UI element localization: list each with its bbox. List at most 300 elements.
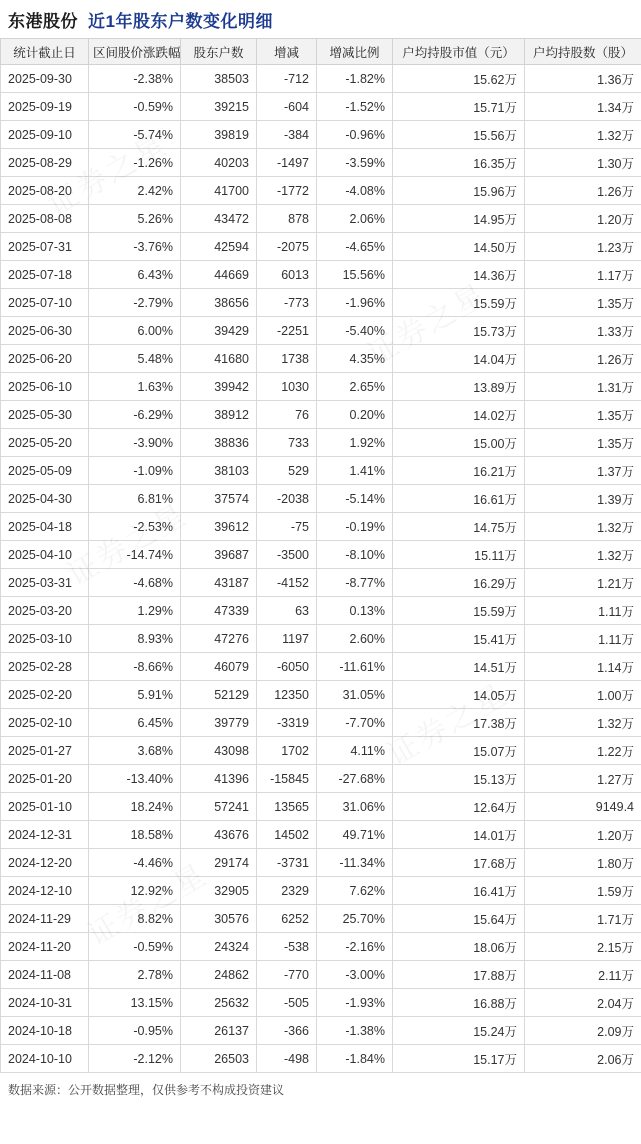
cell-delta-ratio: -7.70% xyxy=(317,709,393,737)
cell-avg-value: 15.62万 xyxy=(393,65,525,93)
table-row xyxy=(1,597,641,625)
cell-holder-count: 52129 xyxy=(181,681,257,709)
table-row xyxy=(1,121,641,149)
cell-avg-value: 14.02万 xyxy=(393,401,525,429)
cell-price-change: 18.24% xyxy=(89,793,181,821)
source-note: 数据来源：公开数据整理，仅供参考不构成投资建议 xyxy=(8,1083,285,1097)
cell-holder-count: 24324 xyxy=(181,933,257,961)
table-row xyxy=(1,289,641,317)
cell-holder-count: 46079 xyxy=(181,653,257,681)
cell-avg-value: 14.04万 xyxy=(393,345,525,373)
cell-date: 2025-07-31 xyxy=(1,233,89,261)
cell-date: 2025-08-20 xyxy=(1,177,89,205)
cell-delta-ratio: 2.60% xyxy=(317,625,393,653)
cell-avg-value: 14.51万 xyxy=(393,653,525,681)
cell-avg-value: 15.24万 xyxy=(393,1017,525,1045)
cell-avg-value: 15.56万 xyxy=(393,121,525,149)
cell-date: 2025-04-10 xyxy=(1,541,89,569)
cell-date: 2025-08-08 xyxy=(1,205,89,233)
cell-delta: 1702 xyxy=(257,737,317,765)
cell-holder-count: 39215 xyxy=(181,93,257,121)
cell-avg-shares: 1.71万 xyxy=(525,905,641,933)
cell-delta-ratio: 31.06% xyxy=(317,793,393,821)
cell-avg-value: 17.88万 xyxy=(393,961,525,989)
cell-delta-ratio: 1.41% xyxy=(317,457,393,485)
table-row xyxy=(1,625,641,653)
table-row xyxy=(1,849,641,877)
cell-avg-shares: 1.26万 xyxy=(525,345,641,373)
cell-date: 2025-06-20 xyxy=(1,345,89,373)
cell-avg-shares: 1.00万 xyxy=(525,681,641,709)
cell-delta-ratio: -4.65% xyxy=(317,233,393,261)
cell-delta: -1497 xyxy=(257,149,317,177)
cell-delta: -366 xyxy=(257,1017,317,1045)
cell-date: 2025-09-10 xyxy=(1,121,89,149)
table-row xyxy=(1,709,641,737)
cell-date: 2025-07-18 xyxy=(1,261,89,289)
cell-date: 2024-11-29 xyxy=(1,905,89,933)
column-header-price-change: 区间股价涨跌幅 xyxy=(89,39,181,65)
cell-delta-ratio: 2.06% xyxy=(317,205,393,233)
cell-delta: 76 xyxy=(257,401,317,429)
cell-avg-shares: 1.26万 xyxy=(525,177,641,205)
cell-avg-shares: 1.27万 xyxy=(525,765,641,793)
cell-avg-value: 15.73万 xyxy=(393,317,525,345)
cell-holder-count: 38503 xyxy=(181,65,257,93)
cell-delta: 1030 xyxy=(257,373,317,401)
table-row xyxy=(1,793,641,821)
cell-delta: 878 xyxy=(257,205,317,233)
cell-avg-value: 17.68万 xyxy=(393,849,525,877)
table-row xyxy=(1,149,641,177)
cell-holder-count: 43472 xyxy=(181,205,257,233)
cell-avg-shares: 1.34万 xyxy=(525,93,641,121)
cell-avg-shares: 1.11万 xyxy=(525,597,641,625)
cell-avg-value: 12.64万 xyxy=(393,793,525,821)
cell-price-change: -0.59% xyxy=(89,933,181,961)
cell-delta: -604 xyxy=(257,93,317,121)
cell-date: 2024-10-31 xyxy=(1,989,89,1017)
cell-avg-shares: 1.20万 xyxy=(525,205,641,233)
cell-date: 2025-01-20 xyxy=(1,765,89,793)
cell-date: 2024-12-20 xyxy=(1,849,89,877)
cell-avg-shares: 9149.4 xyxy=(525,793,641,821)
cell-price-change: 2.42% xyxy=(89,177,181,205)
cell-price-change: 6.43% xyxy=(89,261,181,289)
cell-avg-value: 15.41万 xyxy=(393,625,525,653)
cell-date: 2025-05-20 xyxy=(1,429,89,457)
cell-holder-count: 38836 xyxy=(181,429,257,457)
cell-avg-value: 15.59万 xyxy=(393,289,525,317)
cell-price-change: -4.68% xyxy=(89,569,181,597)
cell-holder-count: 41396 xyxy=(181,765,257,793)
cell-delta: 63 xyxy=(257,597,317,625)
cell-avg-shares: 1.30万 xyxy=(525,149,641,177)
cell-delta-ratio: -1.52% xyxy=(317,93,393,121)
cell-price-change: 18.58% xyxy=(89,821,181,849)
cell-delta-ratio: 4.11% xyxy=(317,737,393,765)
cell-delta: -2075 xyxy=(257,233,317,261)
cell-delta: -773 xyxy=(257,289,317,317)
cell-price-change: 6.45% xyxy=(89,709,181,737)
cell-price-change: 12.92% xyxy=(89,877,181,905)
cell-avg-shares: 1.14万 xyxy=(525,653,641,681)
cell-delta: 14502 xyxy=(257,821,317,849)
cell-holder-count: 44669 xyxy=(181,261,257,289)
cell-avg-shares: 1.23万 xyxy=(525,233,641,261)
cell-price-change: 2.78% xyxy=(89,961,181,989)
cell-holder-count: 24862 xyxy=(181,961,257,989)
cell-date: 2025-03-10 xyxy=(1,625,89,653)
cell-delta: 733 xyxy=(257,429,317,457)
cell-delta: -505 xyxy=(257,989,317,1017)
cell-holder-count: 39429 xyxy=(181,317,257,345)
cell-date: 2025-02-20 xyxy=(1,681,89,709)
cell-avg-value: 18.06万 xyxy=(393,933,525,961)
cell-delta-ratio: -8.10% xyxy=(317,541,393,569)
cell-delta: -498 xyxy=(257,1045,317,1073)
cell-price-change: -2.12% xyxy=(89,1045,181,1073)
cell-delta-ratio: 7.62% xyxy=(317,877,393,905)
cell-delta-ratio: -0.96% xyxy=(317,121,393,149)
table-row xyxy=(1,345,641,373)
cell-avg-shares: 1.39万 xyxy=(525,485,641,513)
cell-date: 2025-04-18 xyxy=(1,513,89,541)
page-title: 近1年股东户数变化明细 xyxy=(88,12,273,31)
table-header-row xyxy=(1,39,641,65)
cell-delta: -770 xyxy=(257,961,317,989)
cell-holder-count: 26503 xyxy=(181,1045,257,1073)
table-row xyxy=(1,401,641,429)
cell-holder-count: 47276 xyxy=(181,625,257,653)
cell-avg-value: 15.64万 xyxy=(393,905,525,933)
cell-date: 2024-10-18 xyxy=(1,1017,89,1045)
cell-holder-count: 47339 xyxy=(181,597,257,625)
table-row xyxy=(1,961,641,989)
cell-price-change: 5.91% xyxy=(89,681,181,709)
table-row xyxy=(1,681,641,709)
cell-date: 2025-03-31 xyxy=(1,569,89,597)
cell-avg-value: 16.35万 xyxy=(393,149,525,177)
cell-avg-shares: 1.33万 xyxy=(525,317,641,345)
cell-delta-ratio: 1.92% xyxy=(317,429,393,457)
table-row xyxy=(1,737,641,765)
stock-name: 东港股份 xyxy=(8,12,78,31)
cell-delta-ratio: -0.19% xyxy=(317,513,393,541)
cell-avg-value: 15.00万 xyxy=(393,429,525,457)
cell-avg-shares: 2.15万 xyxy=(525,933,641,961)
table-row xyxy=(1,989,641,1017)
cell-holder-count: 43676 xyxy=(181,821,257,849)
cell-price-change: -5.74% xyxy=(89,121,181,149)
column-header-avg-value: 户均持股市值（元） xyxy=(393,39,525,65)
cell-avg-value: 14.75万 xyxy=(393,513,525,541)
cell-avg-value: 16.29万 xyxy=(393,569,525,597)
cell-avg-value: 15.59万 xyxy=(393,597,525,625)
cell-delta: 6013 xyxy=(257,261,317,289)
cell-date: 2025-02-28 xyxy=(1,653,89,681)
cell-delta-ratio: 2.65% xyxy=(317,373,393,401)
table-row xyxy=(1,569,641,597)
cell-avg-shares: 2.04万 xyxy=(525,989,641,1017)
cell-avg-value: 14.36万 xyxy=(393,261,525,289)
cell-price-change: 8.93% xyxy=(89,625,181,653)
cell-avg-shares: 1.36万 xyxy=(525,65,641,93)
cell-delta-ratio: 0.20% xyxy=(317,401,393,429)
cell-avg-shares: 1.31万 xyxy=(525,373,641,401)
cell-price-change: -4.46% xyxy=(89,849,181,877)
cell-avg-value: 14.05万 xyxy=(393,681,525,709)
table-row xyxy=(1,1045,641,1073)
cell-holder-count: 43098 xyxy=(181,737,257,765)
cell-delta-ratio: 4.35% xyxy=(317,345,393,373)
cell-delta-ratio: -1.93% xyxy=(317,989,393,1017)
cell-avg-shares: 1.35万 xyxy=(525,429,641,457)
cell-holder-count: 57241 xyxy=(181,793,257,821)
cell-delta-ratio: -1.96% xyxy=(317,289,393,317)
cell-avg-shares: 1.32万 xyxy=(525,121,641,149)
cell-delta-ratio: 0.13% xyxy=(317,597,393,625)
table-row xyxy=(1,65,641,93)
cell-avg-shares: 1.32万 xyxy=(525,709,641,737)
cell-delta: 13565 xyxy=(257,793,317,821)
cell-avg-value: 17.38万 xyxy=(393,709,525,737)
cell-date: 2025-08-29 xyxy=(1,149,89,177)
cell-holder-count: 38656 xyxy=(181,289,257,317)
cell-holder-count: 39687 xyxy=(181,541,257,569)
cell-date: 2025-03-20 xyxy=(1,597,89,625)
column-header-date: 统计截止日 xyxy=(1,39,89,65)
cell-delta: 12350 xyxy=(257,681,317,709)
cell-delta-ratio: 25.70% xyxy=(317,905,393,933)
cell-date: 2025-06-10 xyxy=(1,373,89,401)
cell-avg-value: 15.71万 xyxy=(393,93,525,121)
cell-delta: -3500 xyxy=(257,541,317,569)
cell-price-change: 13.15% xyxy=(89,989,181,1017)
table-row xyxy=(1,541,641,569)
cell-avg-value: 15.13万 xyxy=(393,765,525,793)
cell-price-change: -6.29% xyxy=(89,401,181,429)
cell-delta: 529 xyxy=(257,457,317,485)
cell-holder-count: 25632 xyxy=(181,989,257,1017)
cell-date: 2025-05-30 xyxy=(1,401,89,429)
cell-holder-count: 41680 xyxy=(181,345,257,373)
table-row xyxy=(1,513,641,541)
cell-delta-ratio: -11.61% xyxy=(317,653,393,681)
cell-delta: -2038 xyxy=(257,485,317,513)
cell-price-change: 3.68% xyxy=(89,737,181,765)
cell-delta-ratio: 49.71% xyxy=(317,821,393,849)
table-row xyxy=(1,1017,641,1045)
cell-holder-count: 39942 xyxy=(181,373,257,401)
cell-price-change: 1.63% xyxy=(89,373,181,401)
table-row xyxy=(1,765,641,793)
column-header-delta-ratio: 增减比例 xyxy=(317,39,393,65)
cell-date: 2025-07-10 xyxy=(1,289,89,317)
cell-delta-ratio: -8.77% xyxy=(317,569,393,597)
page-header xyxy=(0,0,641,38)
cell-date: 2025-09-30 xyxy=(1,65,89,93)
cell-avg-value: 14.50万 xyxy=(393,233,525,261)
table-row xyxy=(1,205,641,233)
cell-delta-ratio: -1.38% xyxy=(317,1017,393,1045)
cell-price-change: 5.26% xyxy=(89,205,181,233)
cell-price-change: 5.48% xyxy=(89,345,181,373)
cell-delta-ratio: -27.68% xyxy=(317,765,393,793)
cell-delta-ratio: -1.82% xyxy=(317,65,393,93)
cell-avg-value: 13.89万 xyxy=(393,373,525,401)
table-row xyxy=(1,905,641,933)
cell-delta-ratio: -4.08% xyxy=(317,177,393,205)
cell-delta: 1197 xyxy=(257,625,317,653)
cell-holder-count: 40203 xyxy=(181,149,257,177)
cell-delta-ratio: -5.40% xyxy=(317,317,393,345)
table-row xyxy=(1,93,641,121)
cell-holder-count: 38103 xyxy=(181,457,257,485)
cell-avg-shares: 1.11万 xyxy=(525,625,641,653)
cell-avg-shares: 1.32万 xyxy=(525,513,641,541)
cell-delta-ratio: -3.00% xyxy=(317,961,393,989)
cell-avg-value: 15.17万 xyxy=(393,1045,525,1073)
cell-avg-shares: 1.80万 xyxy=(525,849,641,877)
cell-date: 2024-11-08 xyxy=(1,961,89,989)
table-row xyxy=(1,933,641,961)
cell-delta: -1772 xyxy=(257,177,317,205)
cell-delta-ratio: -2.16% xyxy=(317,933,393,961)
cell-price-change: -0.95% xyxy=(89,1017,181,1045)
cell-delta-ratio: -1.84% xyxy=(317,1045,393,1073)
cell-avg-shares: 1.59万 xyxy=(525,877,641,905)
cell-price-change: 8.82% xyxy=(89,905,181,933)
cell-price-change: -1.26% xyxy=(89,149,181,177)
cell-avg-shares: 1.35万 xyxy=(525,289,641,317)
cell-holder-count: 37574 xyxy=(181,485,257,513)
cell-avg-value: 16.21万 xyxy=(393,457,525,485)
table-row xyxy=(1,317,641,345)
cell-avg-value: 14.95万 xyxy=(393,205,525,233)
cell-delta-ratio: -3.59% xyxy=(317,149,393,177)
cell-avg-shares: 1.37万 xyxy=(525,457,641,485)
cell-avg-shares: 1.35万 xyxy=(525,401,641,429)
cell-delta: -538 xyxy=(257,933,317,961)
cell-date: 2025-01-27 xyxy=(1,737,89,765)
table-row xyxy=(1,261,641,289)
cell-price-change: 6.81% xyxy=(89,485,181,513)
table-row xyxy=(1,177,641,205)
cell-avg-value: 14.01万 xyxy=(393,821,525,849)
cell-delta: 2329 xyxy=(257,877,317,905)
cell-price-change: -3.90% xyxy=(89,429,181,457)
cell-holder-count: 29174 xyxy=(181,849,257,877)
cell-date: 2024-11-20 xyxy=(1,933,89,961)
cell-delta-ratio: 31.05% xyxy=(317,681,393,709)
cell-delta: 1738 xyxy=(257,345,317,373)
cell-avg-value: 15.11万 xyxy=(393,541,525,569)
cell-date: 2024-12-10 xyxy=(1,877,89,905)
cell-holder-count: 32905 xyxy=(181,877,257,905)
table-row xyxy=(1,877,641,905)
cell-date: 2024-12-31 xyxy=(1,821,89,849)
cell-delta: -3319 xyxy=(257,709,317,737)
table-row xyxy=(1,429,641,457)
cell-price-change: -2.38% xyxy=(89,65,181,93)
cell-delta: -15845 xyxy=(257,765,317,793)
table-row xyxy=(1,457,641,485)
cell-price-change: -2.53% xyxy=(89,513,181,541)
cell-delta: 6252 xyxy=(257,905,317,933)
cell-delta: -384 xyxy=(257,121,317,149)
cell-avg-shares: 1.32万 xyxy=(525,541,641,569)
cell-date: 2025-06-30 xyxy=(1,317,89,345)
cell-delta: -6050 xyxy=(257,653,317,681)
cell-price-change: 6.00% xyxy=(89,317,181,345)
column-header-holder-count: 股东户数 xyxy=(181,39,257,65)
cell-date: 2025-05-09 xyxy=(1,457,89,485)
cell-delta: -3731 xyxy=(257,849,317,877)
table-row xyxy=(1,653,641,681)
cell-date: 2025-04-30 xyxy=(1,485,89,513)
cell-delta: -712 xyxy=(257,65,317,93)
cell-date: 2024-10-10 xyxy=(1,1045,89,1073)
cell-date: 2025-01-10 xyxy=(1,793,89,821)
cell-avg-value: 15.96万 xyxy=(393,177,525,205)
cell-price-change: -8.66% xyxy=(89,653,181,681)
cell-delta-ratio: 15.56% xyxy=(317,261,393,289)
cell-holder-count: 26137 xyxy=(181,1017,257,1045)
cell-price-change: -0.59% xyxy=(89,93,181,121)
cell-avg-shares: 1.22万 xyxy=(525,737,641,765)
cell-price-change: -14.74% xyxy=(89,541,181,569)
table-row xyxy=(1,373,641,401)
cell-avg-shares: 2.11万 xyxy=(525,961,641,989)
cell-holder-count: 42594 xyxy=(181,233,257,261)
cell-delta: -2251 xyxy=(257,317,317,345)
table-row xyxy=(1,233,641,261)
cell-delta: -4152 xyxy=(257,569,317,597)
cell-delta-ratio: -5.14% xyxy=(317,485,393,513)
cell-price-change: 1.29% xyxy=(89,597,181,625)
cell-date: 2025-02-10 xyxy=(1,709,89,737)
table-row xyxy=(1,485,641,513)
cell-avg-shares: 1.21万 xyxy=(525,569,641,597)
cell-price-change: -2.79% xyxy=(89,289,181,317)
cell-avg-shares: 1.20万 xyxy=(525,821,641,849)
cell-price-change: -3.76% xyxy=(89,233,181,261)
cell-price-change: -1.09% xyxy=(89,457,181,485)
cell-holder-count: 39779 xyxy=(181,709,257,737)
cell-avg-value: 15.07万 xyxy=(393,737,525,765)
cell-holder-count: 39819 xyxy=(181,121,257,149)
cell-avg-value: 16.61万 xyxy=(393,485,525,513)
cell-avg-value: 16.88万 xyxy=(393,989,525,1017)
cell-delta-ratio: -11.34% xyxy=(317,849,393,877)
cell-avg-value: 16.41万 xyxy=(393,877,525,905)
cell-holder-count: 30576 xyxy=(181,905,257,933)
cell-delta: -75 xyxy=(257,513,317,541)
table-body xyxy=(1,65,641,1073)
cell-holder-count: 38912 xyxy=(181,401,257,429)
column-header-avg-shares: 户均持股数（股） xyxy=(525,39,641,65)
cell-date: 2025-09-19 xyxy=(1,93,89,121)
cell-avg-shares: 1.17万 xyxy=(525,261,641,289)
cell-avg-shares: 2.09万 xyxy=(525,1017,641,1045)
cell-holder-count: 43187 xyxy=(181,569,257,597)
table-row xyxy=(1,821,641,849)
cell-holder-count: 39612 xyxy=(181,513,257,541)
cell-avg-shares: 2.06万 xyxy=(525,1045,641,1073)
cell-price-change: -13.40% xyxy=(89,765,181,793)
column-header-delta: 增减 xyxy=(257,39,317,65)
